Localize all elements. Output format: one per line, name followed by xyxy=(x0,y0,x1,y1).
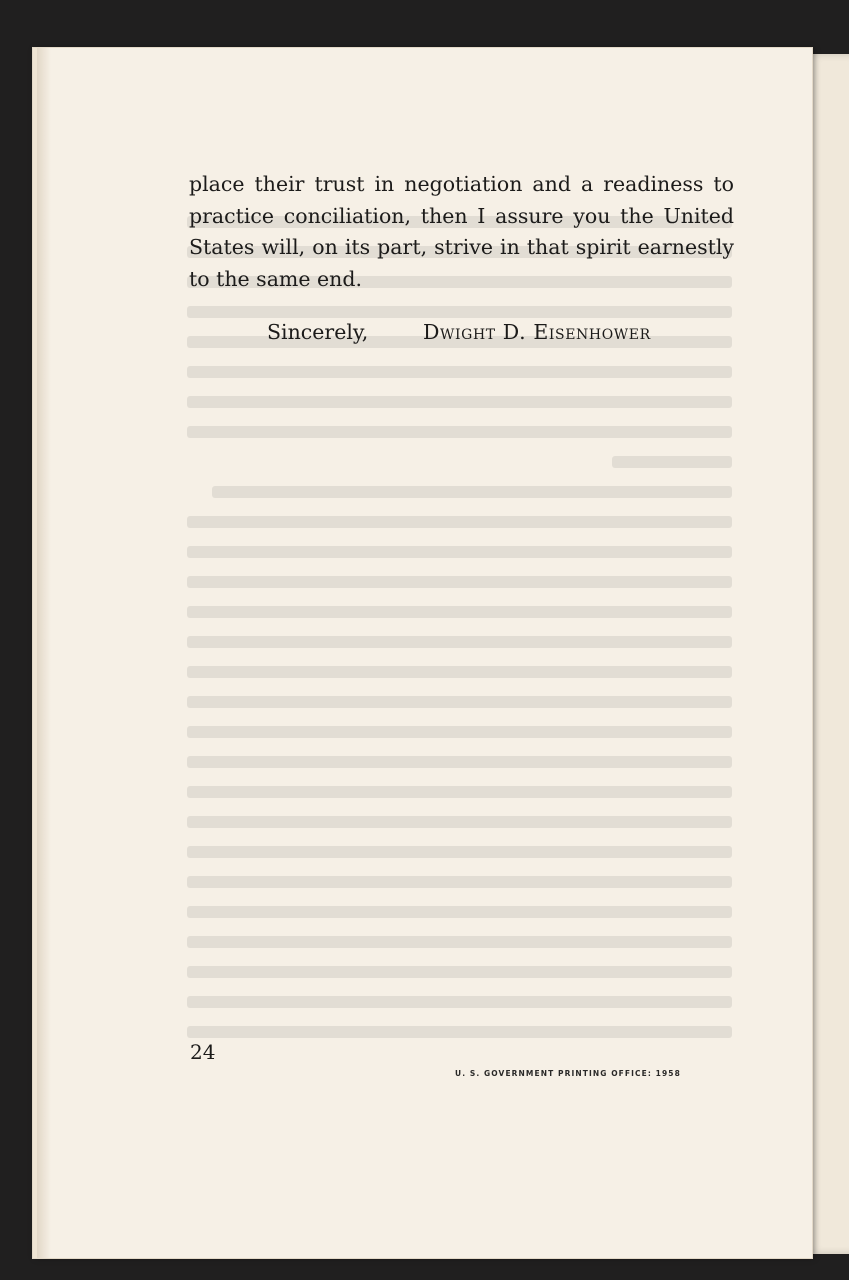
page-number: 24 xyxy=(190,1040,216,1064)
signature-name: Dwight D. Eisenhower xyxy=(423,320,651,344)
letter-closing-paragraph xyxy=(189,169,734,295)
printer-imprint: U. S. GOVERNMENT PRINTING OFFICE: 1958 xyxy=(455,1069,681,1078)
book-page xyxy=(33,48,812,1258)
paragraph-line: to the same end. xyxy=(189,266,362,291)
paragraph-line: States will, on its part, strive in that spirit earnestly xyxy=(189,235,734,259)
paragraph-line: practice conciliation, then I assure you the United xyxy=(189,203,734,228)
gutter-shading xyxy=(37,48,51,1258)
complimentary-close: Sincerely, xyxy=(267,320,369,344)
paragraph-line: place their trust in negotiation and a readiness to xyxy=(189,172,734,196)
